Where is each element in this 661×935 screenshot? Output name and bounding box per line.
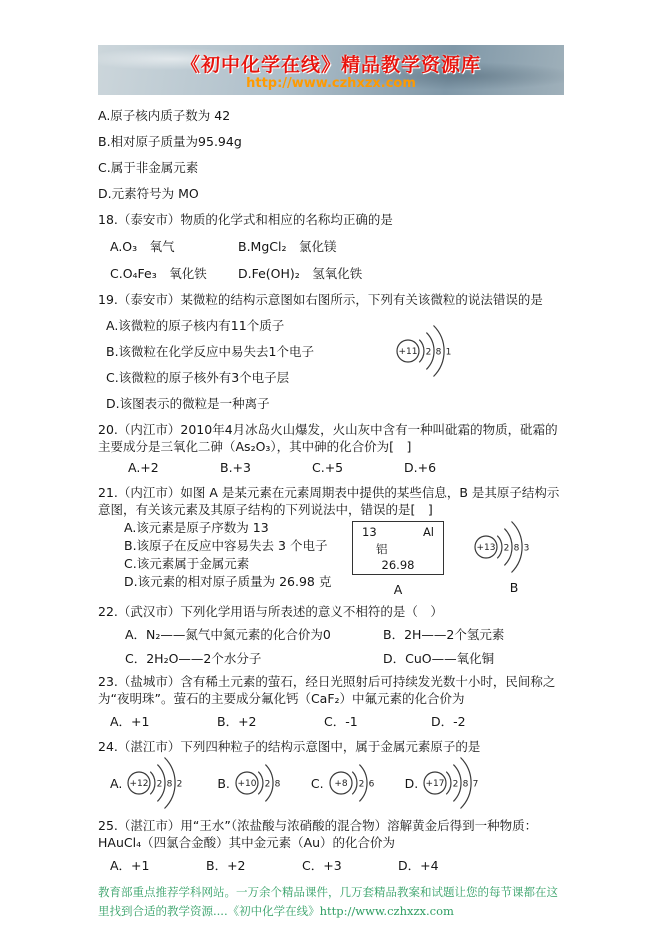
q20-option-c: C.+5	[312, 460, 344, 475]
shell-electrons-3: 1	[445, 347, 452, 358]
shell-electrons-1: 2	[503, 543, 510, 554]
q21-options	[98, 519, 331, 597]
q21-option-d: D.该元素的相对原子质量为 26.98 克	[124, 574, 332, 589]
shell-electrons-2: 8	[435, 347, 442, 358]
q19-option-c: C.该微粒的原子核外有3个电子层	[106, 370, 290, 385]
question-17-options	[98, 107, 564, 202]
q23-option-c: C．-1	[324, 714, 358, 729]
q18-option-c: C.O₄Fe₃ 氧化铁	[110, 266, 207, 281]
question-24	[98, 738, 564, 809]
q17-option-b: B.相对原子质量为95.94g	[98, 134, 242, 149]
q21-figure-b	[470, 521, 558, 595]
q22-option-c: C．2H₂O——2个水分子	[125, 651, 262, 666]
nucleus-charge: +12	[129, 779, 149, 789]
q20-option-d: D.+6	[404, 460, 437, 475]
q25-option-a: A．+1	[110, 858, 150, 873]
question-20	[98, 421, 564, 475]
q20-options-row	[98, 460, 564, 475]
shell-electrons-2: 8	[274, 779, 281, 790]
atom-structure-diagram-aluminium	[470, 521, 558, 573]
q25-stem: 25.（湛江市）用“王水”（浓盐酸与浓硝酸的混合物）溶解黄金后得到一种物质：HAuCl₄（四氯合金酸）其中金元素（Au）的化合价为	[98, 818, 538, 850]
question-22	[98, 603, 564, 667]
q24-stem: 24.（湛江市）下列四种粒子的结构示意图中，属于金属元素原子的是	[98, 739, 481, 754]
shell-electrons-3: 7	[472, 779, 479, 790]
q24-item-label: B.	[217, 775, 230, 791]
nucleus-charge: +10	[237, 779, 257, 789]
q21-stem: 21.（内江市）如图 A 是某元素在元素周期表中提供的某些信息，B 是其原子结构示意图，有关该元素及其原子结构的下列说法中，错误的是[ ]	[98, 485, 560, 517]
q25-options-row	[98, 856, 564, 874]
q23-stem: 23.（盐城市）含有稀土元素的萤石，经日光照射后可持续发光数十小时，民间称之为“夜明珠”。萤石的主要成分氟化钙（CaF₂）中氟元素的化合价为	[98, 674, 556, 706]
q22-options-row-1	[98, 625, 564, 643]
q19-option-a: A.该微粒的原子核内有11个质子	[106, 318, 285, 333]
question-21	[98, 484, 564, 597]
nucleus-charge: +8	[333, 779, 348, 789]
shell-electrons-3: 3	[523, 543, 530, 554]
shell-electrons-2: 8	[462, 779, 469, 790]
q25-option-c: C．+3	[302, 858, 342, 873]
periodic-table-cell	[352, 521, 444, 575]
q24-item-label: C.	[310, 775, 324, 791]
atom-structure-diagram-oxygen	[325, 757, 399, 809]
element-name: 铝	[376, 541, 388, 556]
element-mass: 26.98	[381, 558, 415, 572]
shell-electrons-2: 6	[368, 779, 374, 790]
q24-item-c	[311, 757, 399, 809]
q24-item-label: A.	[110, 775, 123, 791]
question-18	[98, 211, 564, 282]
shell-electrons-1: 2	[358, 779, 364, 790]
q18-stem: 18.（泰安市）物质的化学式和相应的名称均正确的是	[98, 212, 393, 227]
q18-option-a: A.O₃ 氧气	[110, 239, 175, 254]
q25-option-d: D．+4	[398, 858, 439, 873]
q22-option-a: A．N₂——氮气中氮元素的化合价为0	[125, 627, 331, 642]
site-banner	[98, 45, 564, 95]
q18-option-b: B.MgCl₂ 氯化镁	[238, 239, 337, 254]
q21-figure-a	[352, 521, 444, 597]
question-25	[98, 817, 564, 874]
q24-item-b	[217, 757, 305, 809]
q22-option-b: B．2H——2个氢元素	[383, 627, 505, 642]
q24-item-d	[405, 757, 508, 809]
shell-electrons-1: 2	[264, 779, 271, 790]
q17-option-c: C.属于非金属元素	[98, 160, 199, 175]
q24-item-label: D.	[404, 775, 419, 791]
q19-option-b: B.该微粒在化学反应中易失去1个电子	[106, 344, 315, 359]
element-symbol: Al	[422, 525, 434, 539]
q20-option-a: A.+2	[128, 460, 159, 475]
q17-option-a: A.原子核内质子数为 42	[98, 108, 231, 123]
q22-option-d: D．CuO——氧化铜	[383, 651, 495, 666]
q18-options-row-2	[98, 264, 564, 282]
shell-electrons-2: 8	[166, 779, 173, 790]
figure-label-a: A	[393, 582, 403, 597]
site-footer: 教育部重点推荐学科网站。一万余个精品课件，几万套精品教案和试题让您的每节课都在这里找到合适的教学资源....《初中化学在线》http://www.czhxzx.com	[98, 885, 558, 918]
q18-option-d: D.Fe(OH)₂ 氢氧化铁	[238, 266, 363, 281]
q23-options-row	[98, 712, 564, 730]
figure-label-b: B	[509, 580, 519, 595]
atom-structure-diagram-neon	[231, 757, 305, 809]
banner-url: http://www.czhxzx.com	[246, 75, 416, 91]
q20-option-b: B.+3	[220, 460, 251, 475]
q19-option-d: D.该图表示的微粒是一种离子	[106, 396, 270, 411]
element-header	[362, 525, 434, 539]
banner-title: 《初中化学在线》精品教学资源库	[180, 53, 481, 76]
question-19	[98, 291, 564, 412]
q21-body	[98, 519, 564, 597]
q25-option-b: B．+2	[206, 858, 246, 873]
shell-electrons-1: 2	[452, 779, 459, 790]
atom-structure-diagram-chlorine	[419, 757, 507, 809]
q22-stem: 22.（武汉市）下列化学用语与所表述的意义不相符的是（ ）	[98, 604, 443, 619]
q20-stem: 20.（内江市）2010年4月冰岛火山爆发，火山灰中含有一种叫砒霜的物质，砒霜的主要成分是三氧化二砷（As₂O₃），其中砷的化合价为[ ]	[98, 422, 558, 454]
nucleus-charge: +11	[398, 347, 418, 357]
atom-structure-diagram-sodium	[392, 325, 480, 377]
shell-electrons-3: 2	[176, 779, 183, 790]
q24-item-a	[110, 757, 211, 809]
q24-diagram-row	[98, 757, 564, 809]
atomic-number: 13	[362, 525, 377, 539]
q21-option-a: A.该元素是原子序数为 13	[124, 520, 269, 535]
nucleus-charge: +13	[476, 543, 496, 553]
q17-option-d: D.元素符号为 MO	[98, 186, 199, 201]
shell-electrons-1: 2	[156, 779, 163, 790]
q23-option-a: A．+1	[110, 714, 150, 729]
q23-option-b: B．+2	[217, 714, 257, 729]
q23-option-d: D．-2	[431, 714, 466, 729]
q19-stem: 19.（泰安市）某微粒的结构示意图如右图所示，下列有关该微粒的说法错误的是	[98, 292, 543, 307]
shell-electrons-1: 2	[425, 347, 432, 358]
q22-options-row-2	[98, 649, 564, 667]
shell-electrons-2: 8	[513, 543, 520, 554]
q21-option-b: B.该原子在反应中容易失去 3 个电子	[124, 538, 328, 553]
q21-option-c: C.该元素属于金属元素	[124, 556, 250, 571]
question-23	[98, 673, 564, 730]
nucleus-charge: +17	[425, 779, 445, 789]
q18-options-row-1	[98, 237, 564, 255]
atom-structure-diagram-magnesium	[123, 757, 211, 809]
q21-figures	[352, 519, 564, 597]
